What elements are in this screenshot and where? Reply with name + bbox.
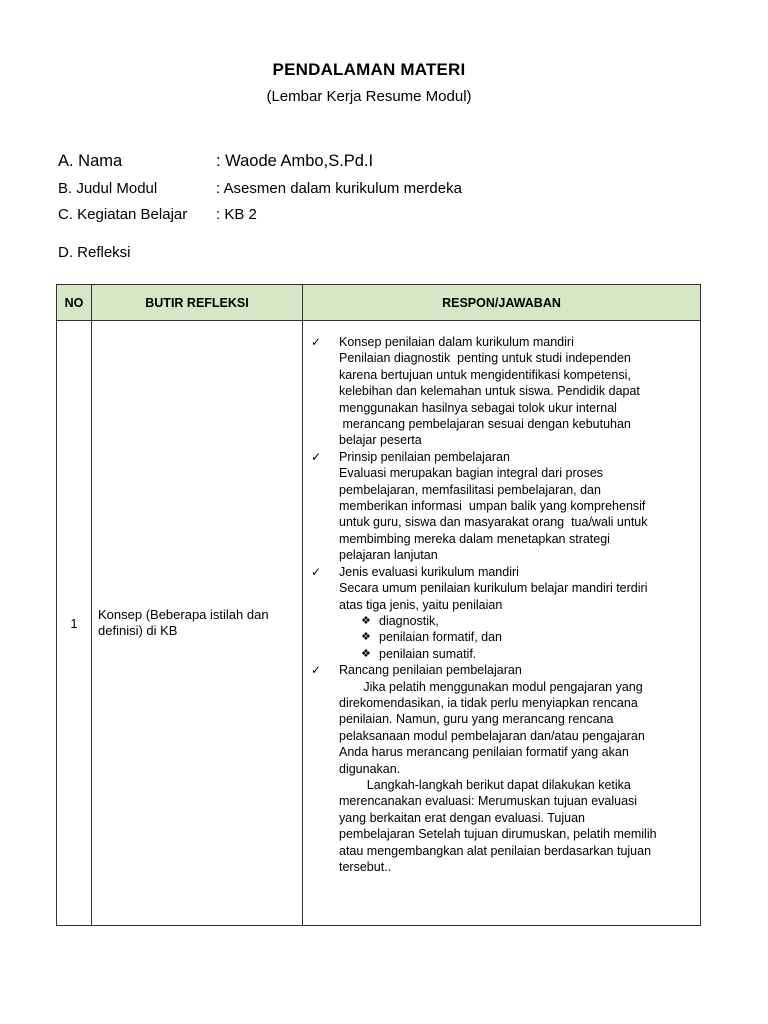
response-point-line: Penilaian diagnostik penting untuk studi independen [339,351,631,366]
response-point-line: menggunakan hasilnya sebagai tolok ukur internal [339,400,617,415]
response-point-line: merancang pembelajaran sesuai dengan kebutuhan [339,417,631,432]
reflection-label: D. Refleksi [58,244,131,261]
response-subitem [339,613,690,629]
header-no: NO [57,285,92,321]
row-number: 1 [57,321,92,926]
response-point-line: pembelajaran Setelah tujuan dirumuskan, pelatih memilih [339,827,657,842]
response-subitem [339,629,690,645]
header-butir: BUTIR REFLEKSI [92,285,303,321]
diamond-bullet-icon: ❖ [361,631,371,644]
response-subitem-text: diagnostik, [379,613,439,628]
response-point-line: belajar peserta [339,433,422,448]
table-row [57,321,701,926]
response-point-line: untuk guru, siswa dan masyarakat orang tua/wali untuk [339,515,648,530]
diamond-bullet-icon: ❖ [361,647,371,660]
response-point-line: Jika pelatih menggunakan modul pengajaran yang [339,679,643,694]
response-point-line: memberikan informasi umpan balik yang komprehensif [339,499,646,514]
table-header-row [57,285,701,321]
response-point-line: membimbing mereka dalam menetapkan strategi [339,531,610,546]
response-point-line: karena bertujuan untuk mengidentifikasi kompetensi, [339,367,631,382]
page-title: PENDALAMAN MATERI [272,60,466,79]
response-point-line: Anda harus merancang penilaian formatif yang akan [339,745,629,760]
response-point-line: pelaksanaan modul pembelajaran dan/atau pengajaran [339,728,645,743]
response-point [311,449,690,564]
checkmark-icon: ✓ [311,449,322,464]
response-point-line: Evaluasi merupakan bagian integral dari proses [339,466,604,481]
response-subitem-text: penilaian formatif, dan [379,630,502,645]
name-label: A. Nama [58,152,123,170]
response-point [311,334,690,449]
checkmark-icon: ✓ [311,335,322,349]
page-subtitle: (Lembar Kerja Resume Modul) [266,88,472,105]
response-subitem-text: penilaian sumatif. [379,646,477,661]
response-point [311,662,690,875]
reflection-table [56,284,701,926]
response-point-line: atau mengembangkan alat penilaian berdasarkan tujuan [339,843,652,858]
response-point-line: atas tiga jenis, yaitu penilaian [339,597,503,612]
response-points [311,334,690,875]
info-row-module [58,180,462,197]
response-point-heading: Prinsip penilaian pembelajaran [339,449,510,464]
activity-value: : KB 2 [216,206,257,223]
response-point-heading: Konsep penilaian dalam kurikulum mandiri [339,335,574,349]
row-butir: Konsep (Beberapa istilah dan definisi) di KB [92,321,303,926]
response-point-line: yang berkaitan erat dengan evaluasi. Tujuan [339,810,586,825]
module-label: B. Judul Modul [58,180,158,197]
name-value: : Waode Ambo,S.Pd.I [216,152,374,170]
response-point-line: tersebut.. [339,860,392,874]
header-respon: RESPON/JAWABAN [303,285,701,321]
response-point-line: digunakan. [339,761,401,776]
checkmark-icon: ✓ [311,663,322,678]
response-point-line: penilaian. Namun, guru yang merancang rencana [339,712,614,727]
info-row-activity [58,206,257,223]
diamond-bullet-icon: ❖ [361,614,371,627]
module-value: : Asesmen dalam kurikulum merdeka [216,180,462,197]
activity-label: C. Kegiatan Belajar [58,206,188,223]
response-point-line: direkomendasikan, ia tidak perlu menyiapkan rencana [339,695,638,710]
response-point-heading: Rancang penilaian pembelajaran [339,663,522,678]
response-point-heading: Jenis evaluasi kurikulum mandiri [339,564,519,579]
info-row-name [58,152,373,171]
response-subitem [339,646,690,662]
response-point-line: Secara umum penilaian kurikulum belajar mandiri terdiri [339,581,648,596]
checkmark-icon: ✓ [311,564,322,579]
response-point [311,564,690,662]
response-point-line: merencanakan evaluasi: Merumuskan tujuan evaluasi [339,794,638,809]
response-point-line: pelajaran lanjutan [339,548,438,563]
row-respon [303,321,701,926]
response-point-line: kelebihan dan kelemahan untuk siswa. Pendidik dapat [339,384,640,399]
response-point-line: pembelajaran, memfasilitasi pembelajaran, dan [339,482,601,497]
response-point-line: Langkah-langkah berikut dapat dilakukan ketika [339,777,631,792]
